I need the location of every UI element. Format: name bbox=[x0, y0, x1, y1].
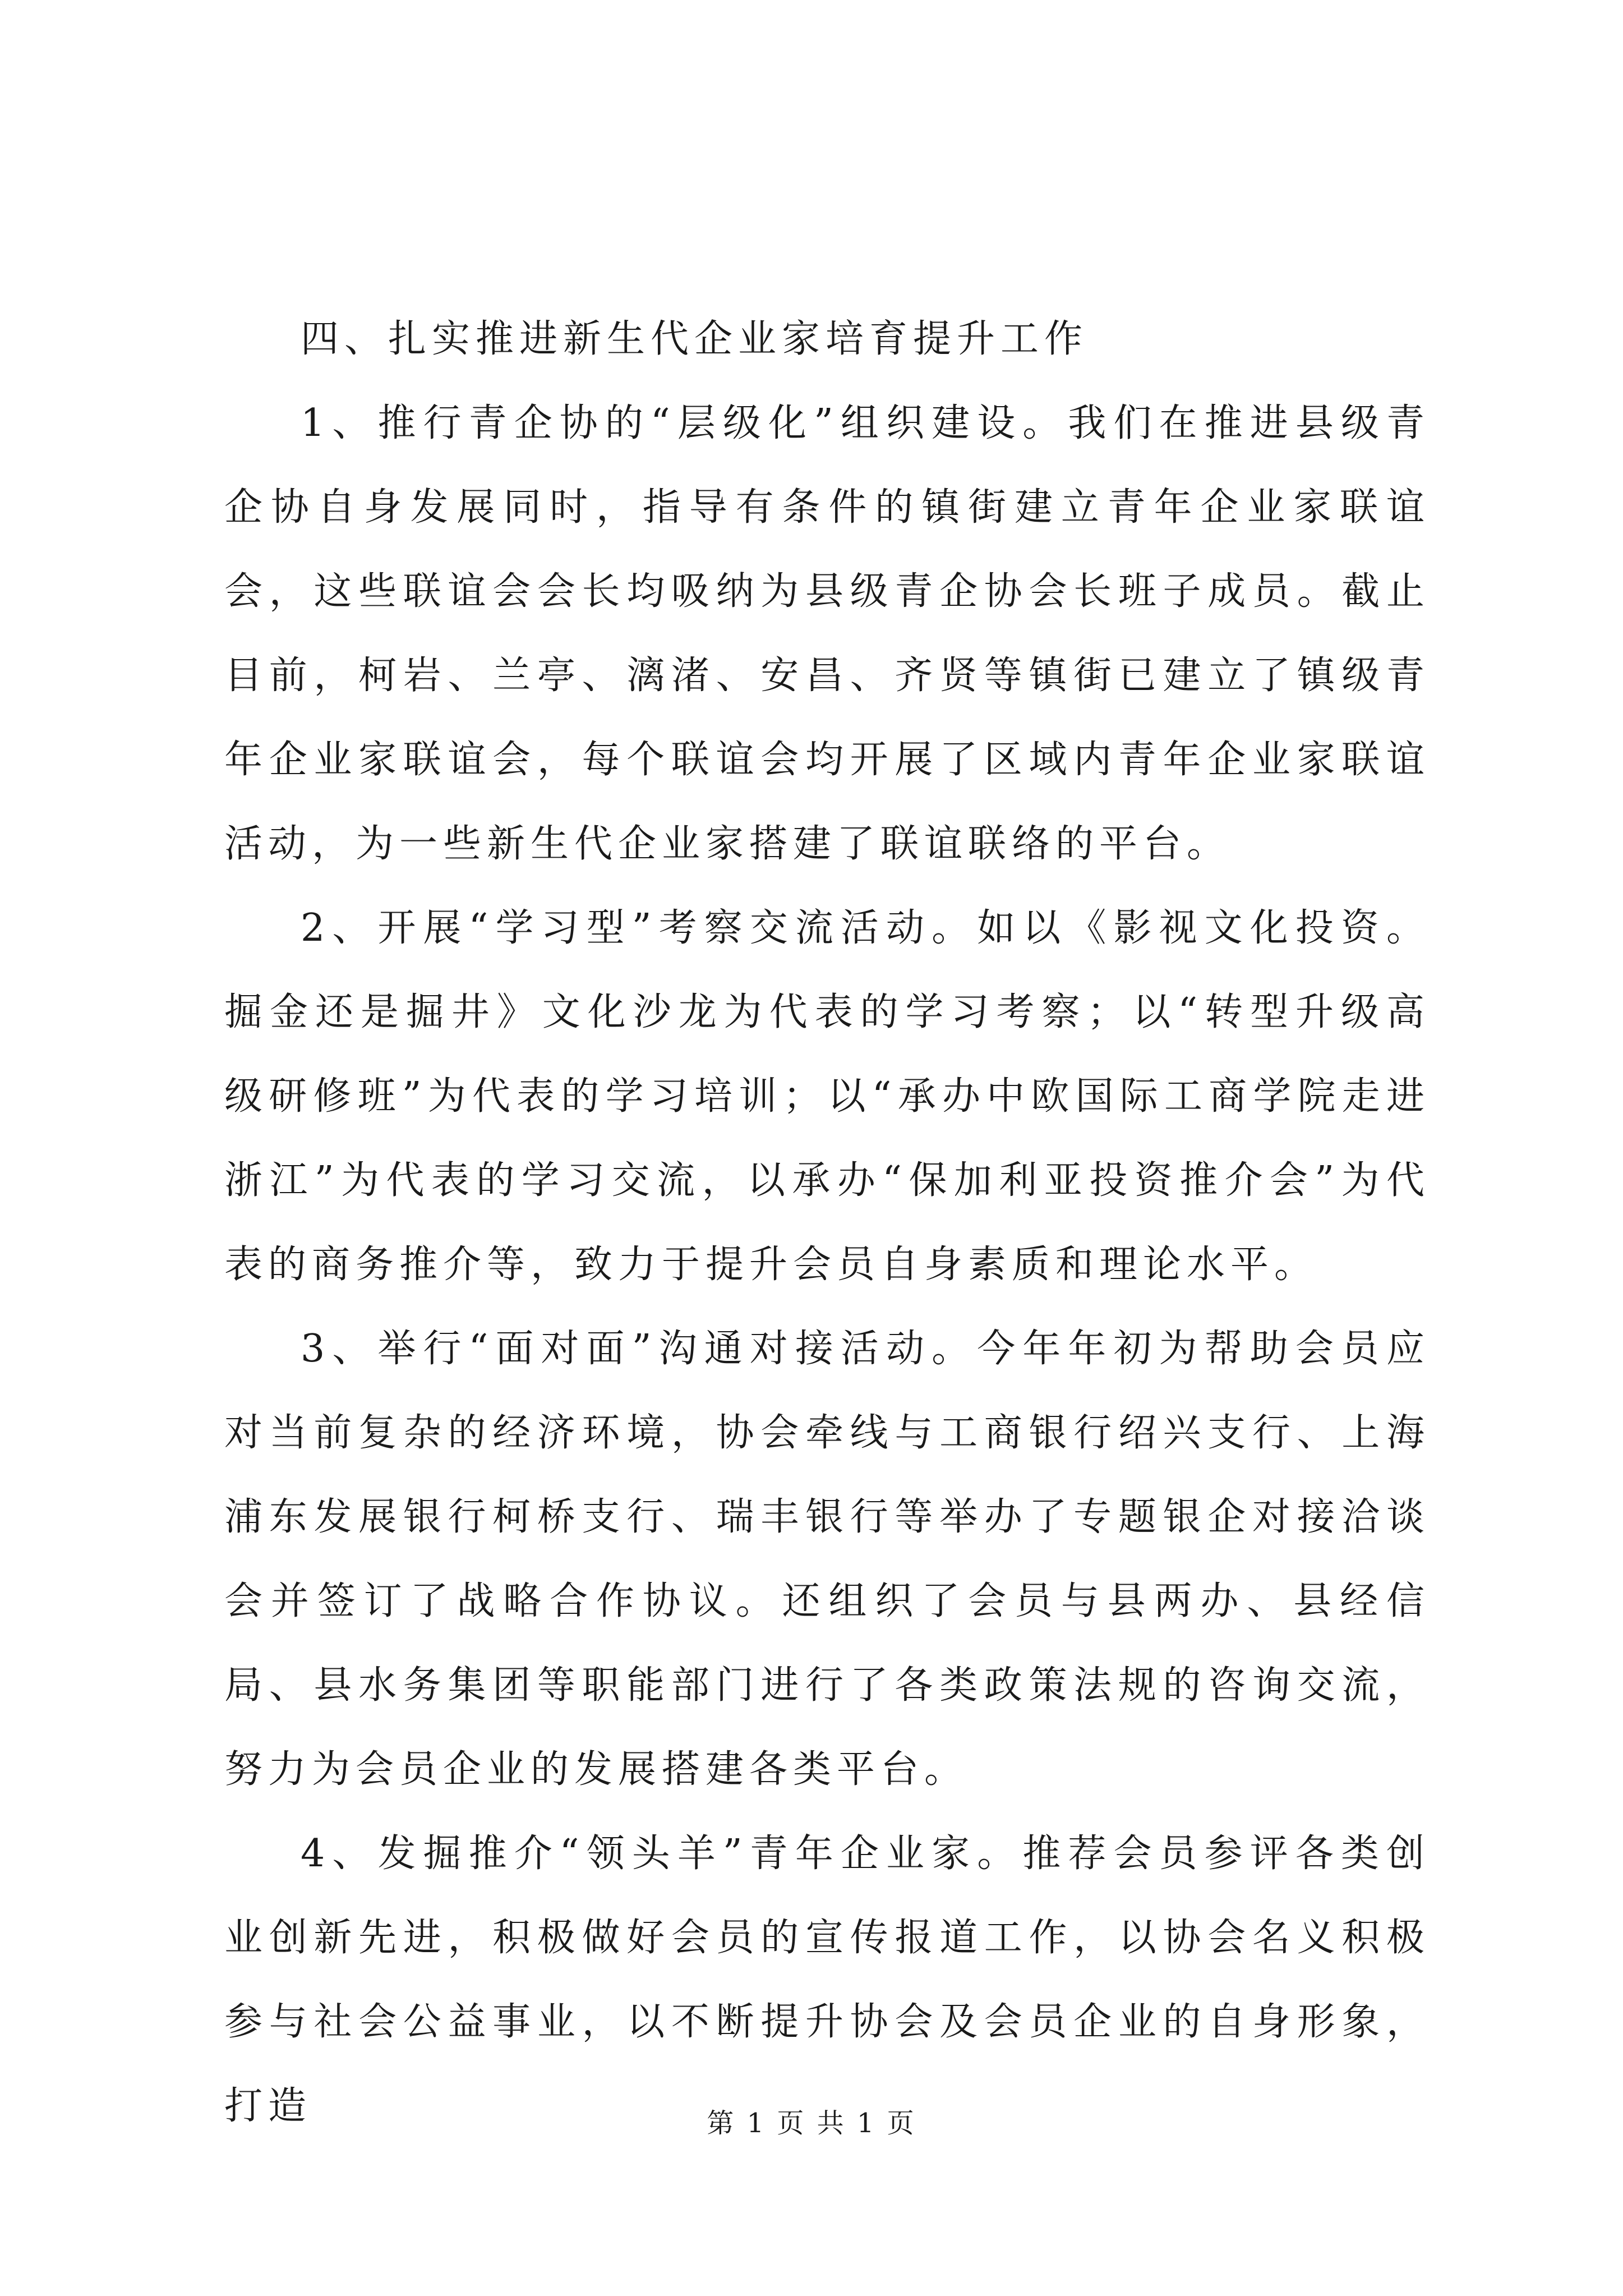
paragraph-1: 1、推行青企协的“层级化”组织建设。我们在推进县级青企协自身发展同时，指导有条件的镇街建立青年企业家联谊会，这些联谊会会长均吸纳为县级青企协会长班子成员。截止目前，柯岩、兰亭、漓渚、安昌、齐贤等镇街已建立了镇级青年企业家联谊会，每个联谊会均开展了区域内青年企业家联谊活动，为一些新生代企业家搭建了联谊联络的平台。 bbox=[224, 401, 1430, 866]
paragraph-2: 2、开展“学习型”考察交流活动。如以《影视文化投资。掘金还是掘井》文化沙龙为代表的学习考察；以“转型升级高级研修班”为代表的学习培训；以“承办中欧国际工商学院走进浙江”为代表的学习交流，以承办“保加利亚投资推介会”为代表的商务推介等，致力于提升会员自身素质和理论水平。 bbox=[224, 906, 1430, 1287]
paragraph-3: 3、举行“面对面”沟通对接活动。今年年初为帮助会员应对当前复杂的经济环境，协会牵线与工商银行绍兴支行、上海浦东发展银行柯桥支行、瑞丰银行等举办了专题银企对接洽谈会并签订了战略合作协议。还组织了会员与县两办、县经信局、县水务集团等职能部门进行了各类政策法规的咨询交流，努力为会员企业的发展搭建各类平台。 bbox=[224, 1327, 1430, 1792]
document-body bbox=[224, 297, 1430, 2148]
page-footer: 第 1 页 共 1 页 bbox=[707, 2108, 916, 2139]
section-heading: 四、扎实推进新生代企业家培育提升工作 bbox=[301, 317, 1089, 361]
paragraph-4: 4、发掘推介“领头羊”青年企业家。推荐会员参评各类创业创新先进，积极做好会员的宣传报道工作，以协会名义积极参与社会公益事业，以不断提升协会及会员企业的自身形象，打造 bbox=[224, 1832, 1430, 2128]
